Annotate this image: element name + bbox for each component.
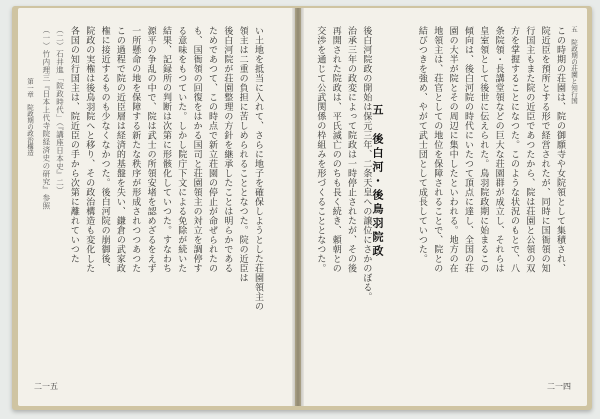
text-column: この過程で院の近臣層は経済的基盤を失い、鎌倉の武家政 xyxy=(114,26,125,273)
text-column: 権に接近するものも少なくなかつた。後白河院の崩御後、 xyxy=(99,26,110,273)
text-column: ためであつて、この時点で新立荘園の停止が命ぜられたの xyxy=(206,26,217,273)
text-column: 地領主は、荘官としての地位を保障されることで、院との xyxy=(432,26,443,273)
section-heading xyxy=(369,104,385,259)
text-column: 源平の争乱の中で、院は武士の所領安堵を認めざるをえず xyxy=(145,26,156,273)
page-number: 二一四 xyxy=(547,382,571,391)
text-column: 皇室領として後世に伝えられた。鳥羽院政期に始まるこの xyxy=(478,26,489,273)
book-gutter xyxy=(292,8,304,406)
after-heading-columns xyxy=(315,26,371,356)
section-title: 後白河・後鳥羽院政 xyxy=(371,132,384,259)
text-column: 条院領・長講堂領などの巨大な荘園群が成立し、それらは xyxy=(493,26,504,273)
page-number: 二一五 xyxy=(34,382,58,391)
text-column: 交渉を通じて公武関係の枠組みを形づくることとなつた。 xyxy=(315,26,326,273)
right-text-columns xyxy=(417,26,565,346)
right-page xyxy=(301,8,587,406)
text-column: る意味をもつていた。しかし院庁下文による免除が続いた xyxy=(176,26,187,273)
text-column: 領主は二重の負担に苦しめられることとなつた。院の近臣は xyxy=(237,26,248,283)
text-column: 結びつきを強め、やがて武士団として成長していつた。 xyxy=(416,26,427,264)
text-column: 院近臣を預所とする形で経営されたが、同時に国衙領の知 xyxy=(539,26,550,273)
left-text-columns xyxy=(41,26,263,346)
text-column: 園の大半が院とその周辺に集中したといわれる。地方の在 xyxy=(447,26,458,273)
text-column: 行国主もまた院の近臣であつたから、院は荘園と公領の双 xyxy=(524,26,535,273)
text-column: 治承三年の政変によって院政は一時停止されたが、その後 xyxy=(346,26,357,273)
text-column: い土地を抵当に入れて、さらに地子を確保しようとした荘園領主の xyxy=(253,26,263,311)
left-page xyxy=(18,8,295,406)
footnote: （一）竹内理三『日本上代寺院経済史の研究』参照 xyxy=(41,26,51,210)
text-column: 院政の実権は後鳥羽院へと移り、その政治構造も変化した xyxy=(84,26,95,273)
section-number: 五 xyxy=(371,104,384,118)
footnote: （二）石井進「院政時代」（『講座日本史』二） xyxy=(55,26,65,195)
text-column: 各国の知行国主は、院近臣の手から次第に離れていつた xyxy=(68,26,79,264)
text-column: 傾向は、後白河院の時代にいたつて頂点に達し、全国の荘 xyxy=(462,26,473,273)
text-column: 一所懸命の地を保障する新たな秩序が形成されつつあつた xyxy=(130,26,141,273)
text-column: も、国衙領の回復をはかる国司と荘園領主の対立を調停す xyxy=(191,26,202,273)
text-column: 方を掌握することになつた。このような状況のもとで、八 xyxy=(508,26,519,273)
text-column: この時期の荘園は、院の御願寺や女院領として集積され、 xyxy=(555,26,565,273)
running-head: 第一章 院政期の政治構造 xyxy=(26,78,34,156)
text-column: 後白河院政の開始は保元三年、二条天皇への譲位にさかのぼる。 xyxy=(361,26,372,302)
running-head: 五 院政期の荘園と知行国 xyxy=(570,26,578,104)
text-column: 結果、記録所の判断は次第に形骸化していつた。すなわち xyxy=(160,26,171,273)
text-column: 再開された院政は、平氏滅亡ののちも長く続き、頼朝との xyxy=(330,26,341,273)
text-column: 後白河院が荘園整理の方針を継承したことは明らかである xyxy=(222,26,233,273)
